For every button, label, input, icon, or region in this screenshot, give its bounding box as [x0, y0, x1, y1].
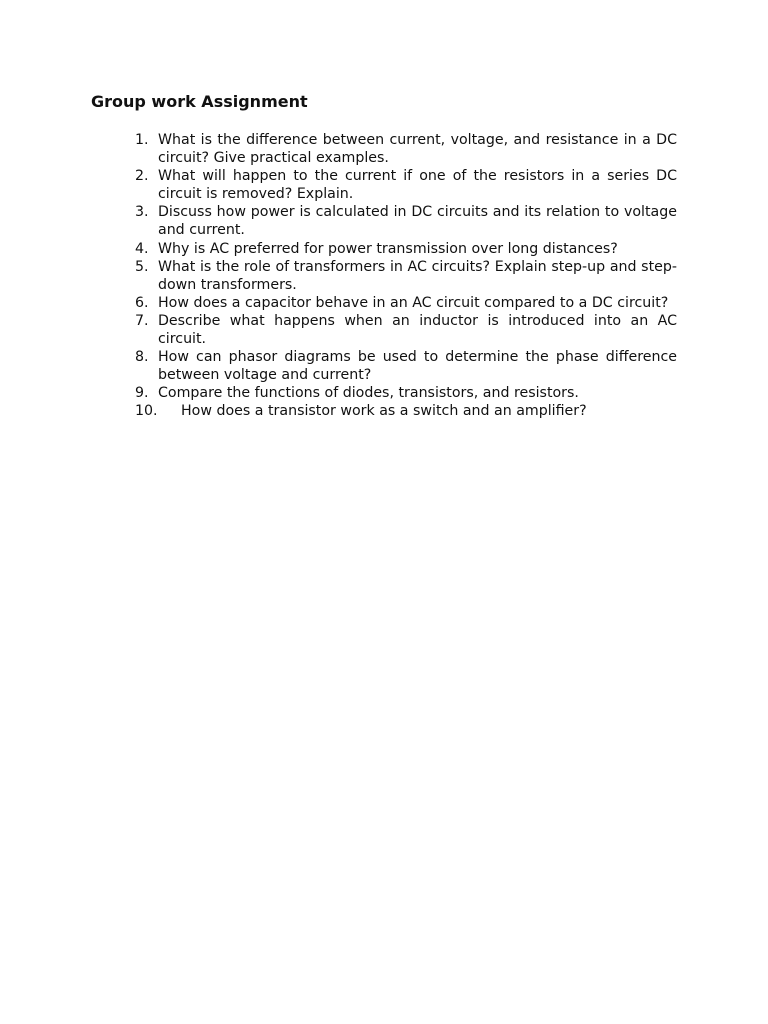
question-number: 6.	[135, 294, 149, 311]
question-item	[135, 203, 677, 239]
question-number: 9.	[135, 385, 149, 402]
question-text: How does a capacitor behave in an AC circuit compared to a DC circuit?	[158, 294, 669, 311]
question-number: 1.	[135, 132, 149, 148]
question-number: 10.	[135, 403, 158, 420]
question-item	[135, 294, 677, 312]
question-item	[135, 384, 677, 402]
question-text: What will happen to the current if one of the resistors in a series DC circuit is removed? Explain.	[158, 168, 677, 203]
question-text: Compare the functions of diodes, transistors, and resistors.	[158, 385, 579, 402]
question-number: 3.	[135, 204, 149, 221]
question-item	[135, 402, 677, 420]
document-title: Group work Assignment	[91, 92, 308, 111]
question-item	[135, 348, 677, 384]
question-item	[135, 258, 677, 294]
question-text: How can phasor diagrams be used to determine the phase difference between voltage and current?	[158, 349, 677, 384]
question-item	[135, 131, 677, 167]
question-text: Describe what happens when an inductor is introduced into an AC circuit.	[158, 312, 677, 348]
question-text: What is the difference between current, voltage, and resistance in a DC circuit? Give practical examples.	[158, 132, 677, 167]
question-text: Why is AC preferred for power transmission over long distances?	[158, 240, 618, 257]
question-number: 7.	[135, 312, 149, 329]
question-list	[135, 131, 677, 421]
question-number: 5.	[135, 258, 149, 275]
question-number: 4.	[135, 240, 149, 257]
question-number: 8.	[135, 349, 149, 366]
question-item	[135, 312, 677, 348]
question-text: What is the role of transformers in AC circuits? Explain step-up and step-down transformers.	[158, 258, 677, 293]
question-text: How does a transistor work as a switch and an amplifier?	[181, 403, 587, 420]
question-number: 2.	[135, 168, 149, 185]
question-item	[135, 240, 677, 258]
question-text: Discuss how power is calculated in DC circuits and its relation to voltage and current.	[158, 204, 677, 239]
question-item	[135, 167, 677, 203]
